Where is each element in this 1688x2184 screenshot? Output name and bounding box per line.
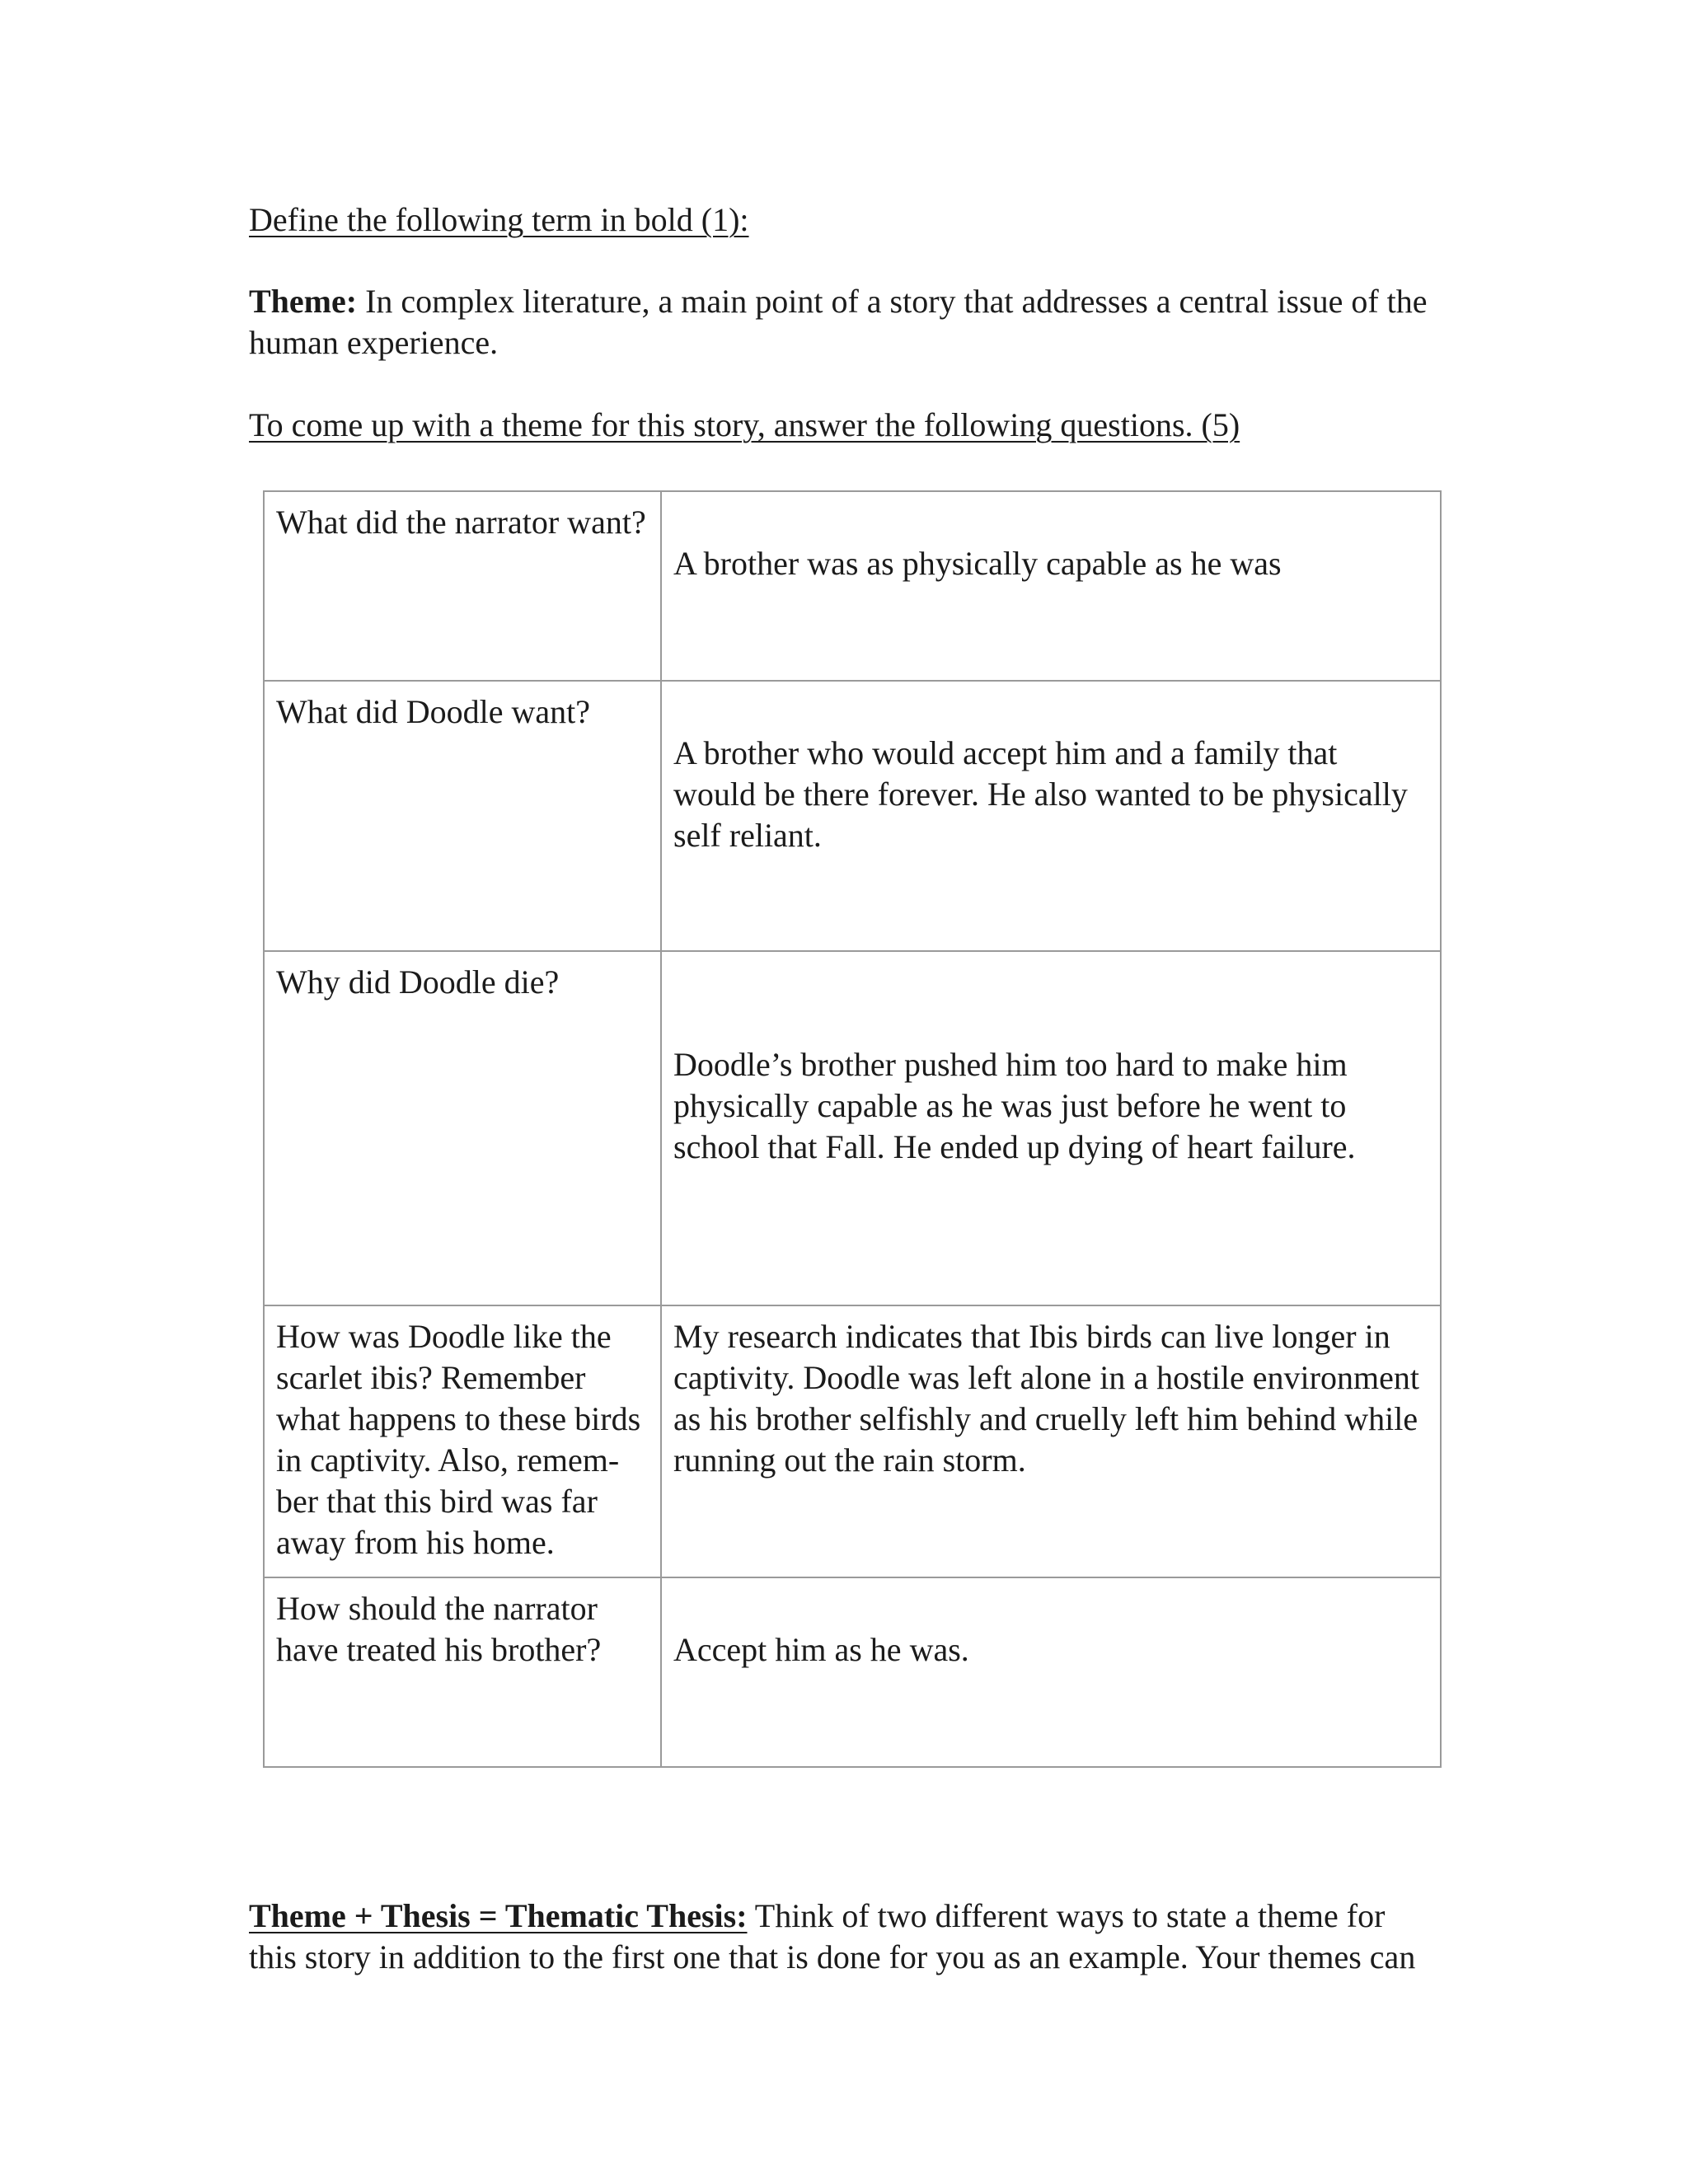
answer-text: physically capable as he was just before he went to [673, 1087, 1347, 1124]
answer-text: captivity. Doodle was left alone in a hostile environment [673, 1359, 1419, 1396]
question-text: in captivity. Also, remem- [276, 1441, 620, 1479]
question-text: away from his home. [276, 1524, 555, 1561]
theme-definition-text: In complex literature, a main point of a story that addresses a central issue of the [357, 283, 1428, 320]
question-text: What did Doodle want? [276, 693, 590, 730]
table-row [264, 1577, 1441, 1767]
answer-text: Accept him as he was. [673, 1631, 969, 1668]
table-row [264, 1305, 1441, 1577]
answer-text: My research indicates that Ibis birds can live longer in [673, 1318, 1390, 1355]
question-cell [264, 951, 661, 1305]
question-text: scarlet ibis? Remember [276, 1359, 586, 1396]
questions-heading: To come up with a theme for this story, answer the following questions. (5) [249, 406, 1240, 443]
question-text: What did the narrator want? [276, 504, 646, 541]
answer-text: school that Fall. He ended up dying of heart failure. [673, 1128, 1356, 1165]
thematic-thesis-text: Think of two different ways to state a theme for [747, 1897, 1386, 1934]
answer-text: running out the rain storm. [673, 1441, 1026, 1479]
thematic-thesis-label: Theme + Thesis = Thematic Thesis: [249, 1897, 748, 1934]
answer-cell [661, 1577, 1441, 1767]
answer-cell [661, 1305, 1441, 1577]
table-row [264, 491, 1441, 681]
answer-cell [661, 681, 1441, 951]
theme-term-label: Theme: [249, 283, 358, 320]
question-text: what happens to these birds [276, 1400, 641, 1437]
question-text: How should the narrator [276, 1590, 598, 1627]
question-text: have treated his brother? [276, 1631, 602, 1668]
theme-definition-line2: human experience. [249, 324, 499, 361]
answer-text: as his brother selfishly and cruelly left him behind while [673, 1400, 1418, 1437]
answer-text: self reliant. [673, 817, 822, 854]
thematic-thesis-line1 [249, 1896, 1385, 1937]
answer-cell [661, 491, 1441, 681]
answer-text: Doodle’s brother pushed him too hard to make him [673, 1046, 1348, 1083]
question-cell [264, 1577, 661, 1767]
theme-definition-line1 [249, 281, 1428, 322]
question-text: How was Doodle like the [276, 1318, 612, 1355]
answer-cell [661, 951, 1441, 1305]
question-cell [264, 1305, 661, 1577]
question-cell [264, 491, 661, 681]
question-cell [264, 681, 661, 951]
define-heading: Define the following term in bold (1): [249, 201, 749, 238]
answer-text: A brother who would accept him and a family that [673, 734, 1338, 771]
table-row [264, 951, 1441, 1305]
question-text: ber that this bird was far [276, 1483, 598, 1520]
thematic-thesis-line2: this story in addition to the first one that is done for you as an example. Your themes can [249, 1938, 1416, 1975]
questions-table [263, 490, 1442, 1768]
question-text: Why did Doodle die? [276, 963, 560, 1001]
answer-text: would be there forever. He also wanted to be physically [673, 776, 1408, 813]
answer-text: A brother was as physically capable as he was [673, 545, 1282, 582]
table-row [264, 681, 1441, 951]
